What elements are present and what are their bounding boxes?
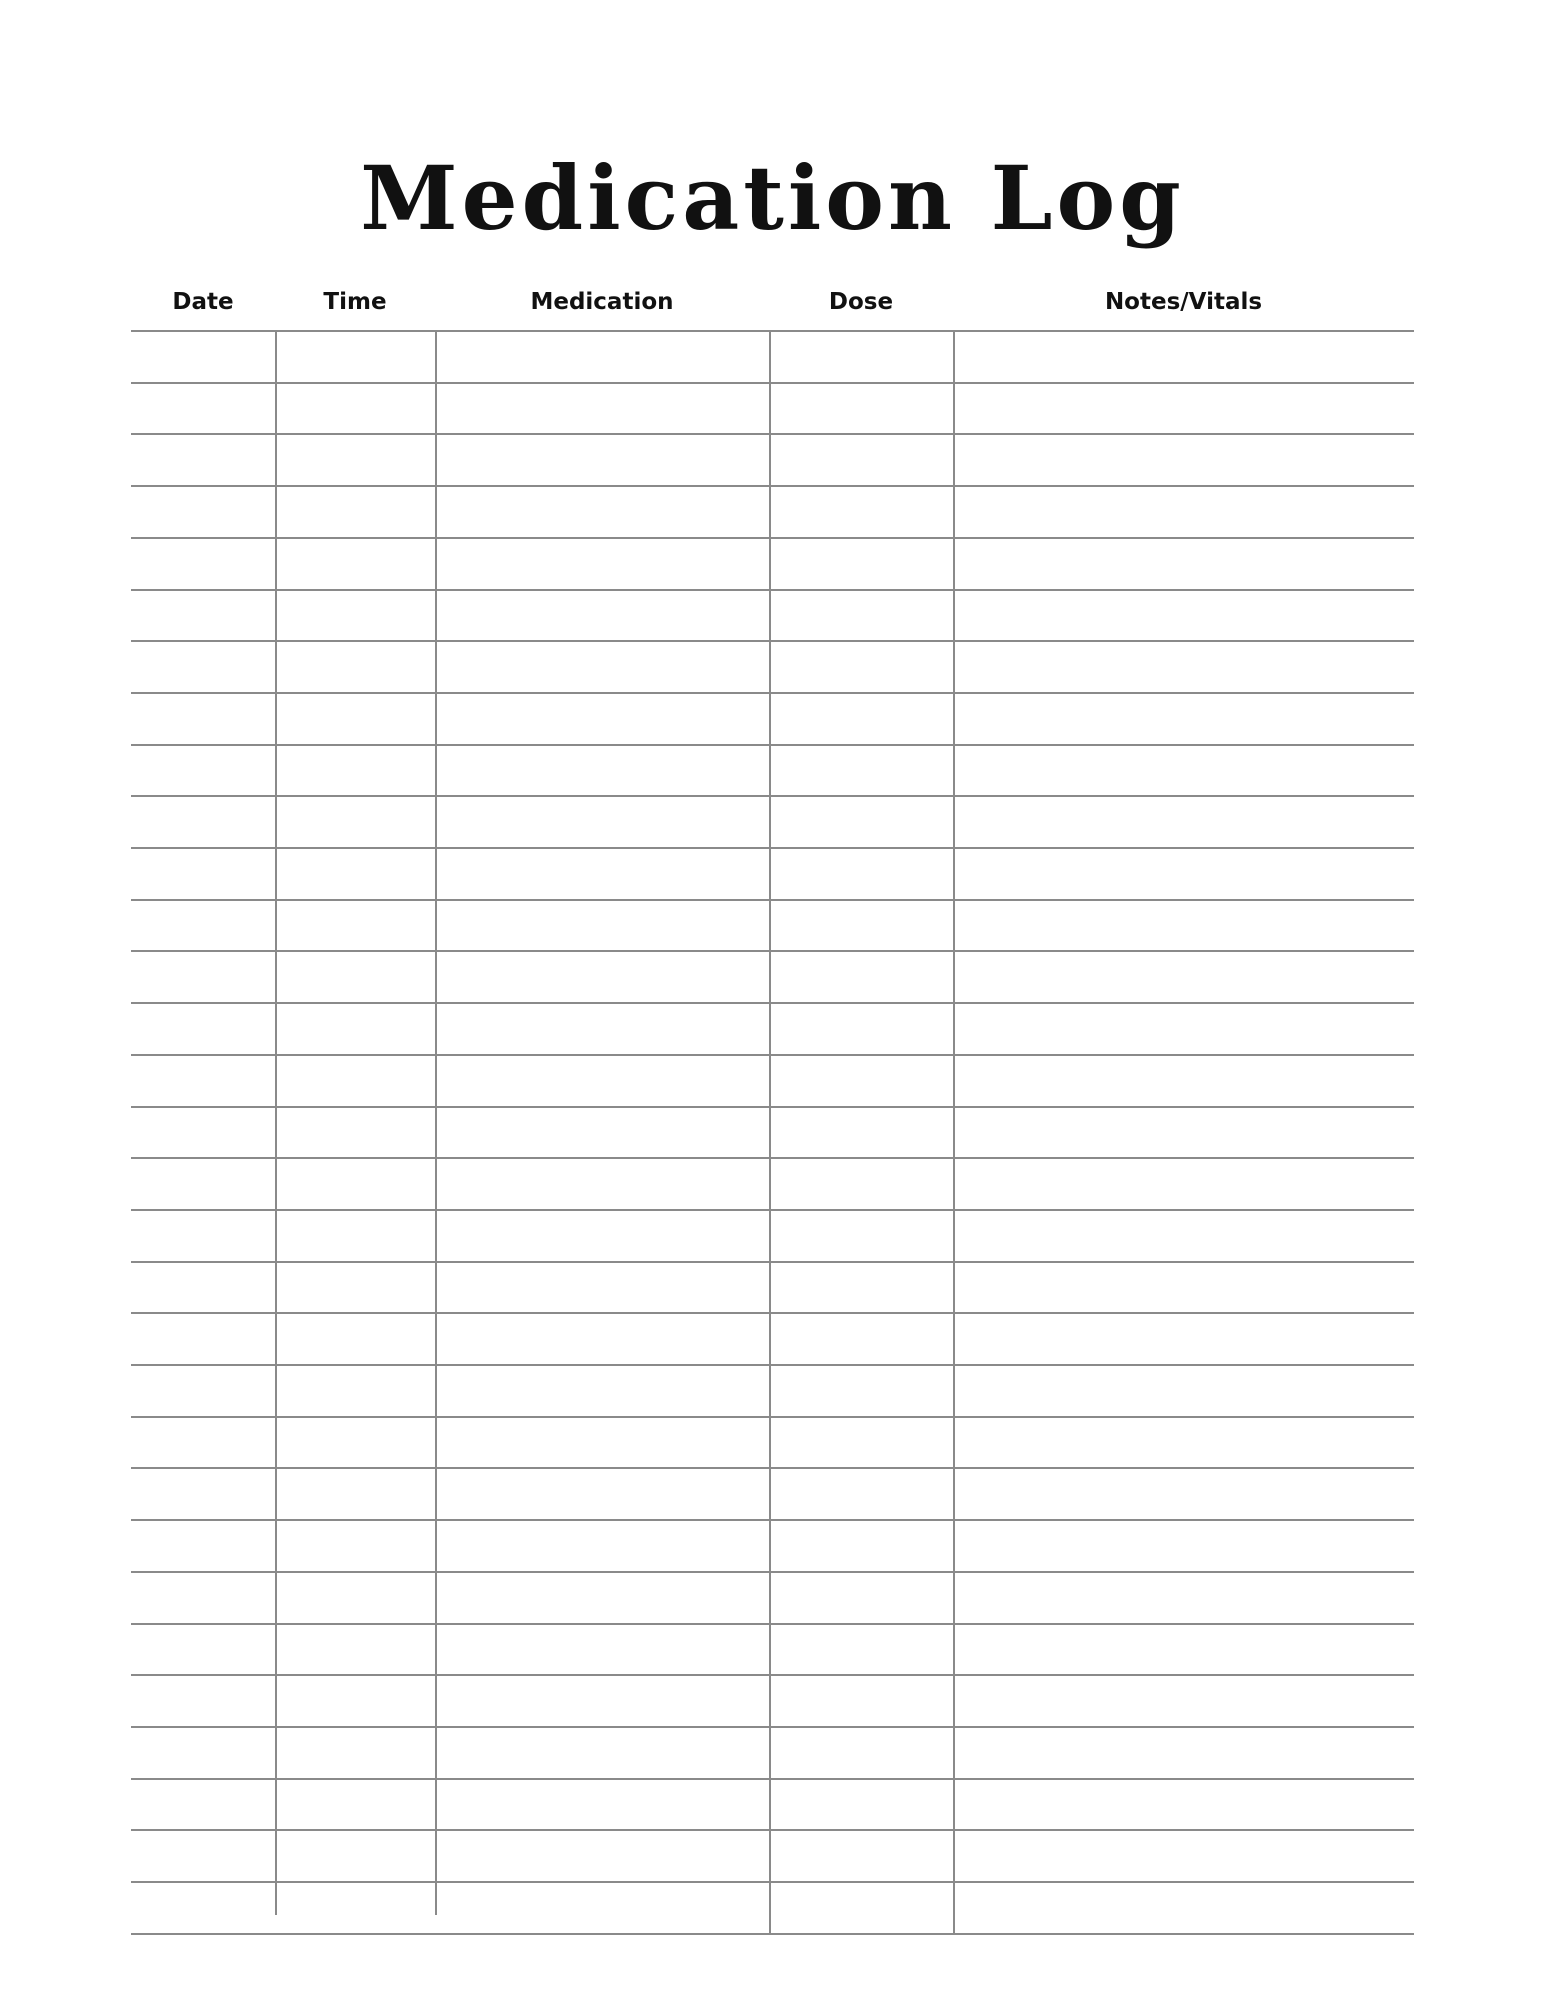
header-rule: [131, 330, 1414, 332]
column-separator: [953, 330, 955, 1933]
row-rule: [131, 1209, 1414, 1211]
row-rule: [131, 1054, 1414, 1056]
row-rule: [131, 537, 1414, 539]
page-title: Medication Log: [360, 145, 1185, 250]
column-header-date: Date: [172, 289, 234, 315]
row-rule: [131, 795, 1414, 797]
column-header-dose: Dose: [828, 289, 894, 315]
medication-log-table: [131, 280, 1414, 1940]
row-rule: [131, 950, 1414, 952]
row-rule: [131, 485, 1414, 487]
row-rule: [131, 1933, 1414, 1935]
column-separator: [435, 330, 437, 1915]
column-header-medication: Medication: [530, 289, 674, 315]
row-rule: [131, 1726, 1414, 1728]
row-rule: [131, 1157, 1414, 1159]
row-rule: [131, 744, 1414, 746]
row-rule: [131, 1519, 1414, 1521]
row-rule: [131, 640, 1414, 642]
row-rule: [131, 1674, 1414, 1676]
row-rule: [131, 589, 1414, 591]
row-rule: [131, 1467, 1414, 1469]
column-header-time: Time: [323, 289, 387, 315]
row-rule: [131, 1106, 1414, 1108]
row-rule: [131, 1829, 1414, 1831]
row-rule: [131, 1261, 1414, 1263]
row-rule: [131, 382, 1414, 384]
column-separator: [769, 330, 771, 1933]
row-rule: [131, 1778, 1414, 1780]
row-rule: [131, 433, 1414, 435]
row-rule: [131, 692, 1414, 694]
row-rule: [131, 1571, 1414, 1573]
row-rule: [131, 1364, 1414, 1366]
column-header-notes-vitals: Notes/Vitals: [1104, 289, 1263, 315]
row-rule: [131, 1416, 1414, 1418]
row-rule: [131, 1623, 1414, 1625]
column-separator: [275, 330, 277, 1915]
row-rule: [131, 847, 1414, 849]
row-rule: [131, 1002, 1414, 1004]
row-rule: [131, 1312, 1414, 1314]
row-rule: [131, 899, 1414, 901]
row-rule: [131, 1881, 1414, 1883]
